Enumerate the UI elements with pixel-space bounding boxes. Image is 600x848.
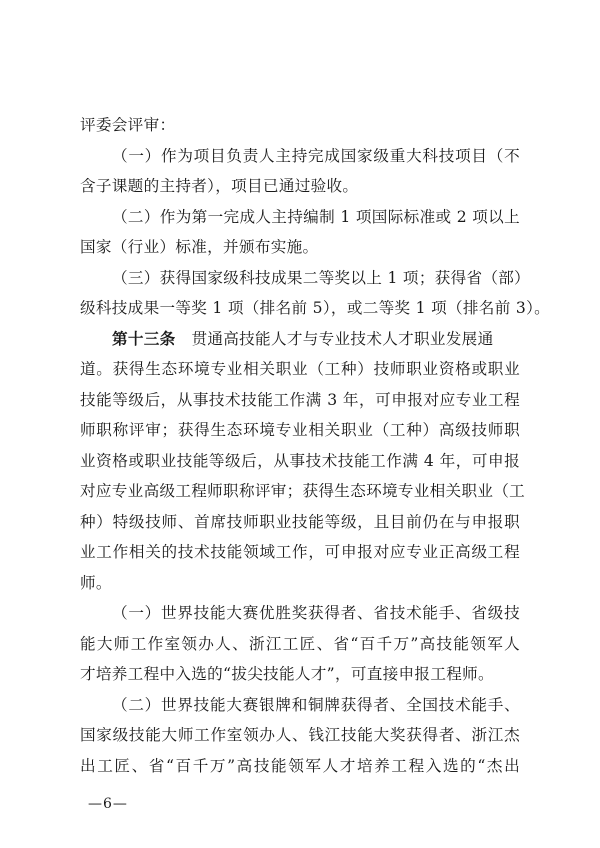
text-line: 种）特级技师、首席技师职业技能等级，且目前仍在与申报职 [80,512,520,531]
text-line: 师。 [80,573,112,592]
text-line: （一）作为项目负责人主持完成国家级重大科技项目（不 [112,146,520,165]
text-line: （二）世界技能大赛银牌和铜牌获得者、全国技术能手、 [112,695,520,714]
text-line: 道。获得生态环境专业相关职业（工种）技师职业资格或职业 [80,360,520,378]
article-line [80,324,520,355]
text-line: 出工匠、省“百千万”高技能领军人才培养工程入选的“杰出 [80,756,520,775]
page-number: —6— [88,796,128,812]
text-line: （三）获得国家级科技成果二等奖以上 1 项；获得省（部） [112,268,531,287]
text-line: 国家级技能大师工作室领办人、钱江技能大奖获得者、浙江杰 [80,726,520,744]
text-line: 技能等级后，从事技术技能工作满 3 年，可申报对应专业工程 [80,390,520,409]
text-line: 师职称评审；获得生态环境专业相关职业（工种）高级技师职 [80,421,520,439]
text-line: （二）作为第一完成人主持编制 1 项国际标准或 2 项以上 [112,207,520,226]
text-line: 才培养工程中入选的“拔尖技能人才”，可直接申报工程师。 [80,665,494,683]
text-line: 含子课题的主持者），项目已通过验收。 [80,177,359,195]
text-line: 业工作相关的技术技能领域工作，可申报对应专业正高级工程 [80,543,520,561]
article-text: 贯通高技能人才与专业技术人才职业发展通 [191,329,494,348]
text-line: 能大师工作室领办人、浙江工匠、省“百千万”高技能领军人 [80,634,520,653]
article-label: 第十三条 [112,328,176,348]
text-line: （一）世界技能大赛优胜奖获得者、省技术能手、省级技 [112,604,520,622]
text-line: 评委会评审： [80,116,176,134]
text-line: 级科技成果一等奖 1 项（排名前 5），或二等奖 1 项（排名前 3）。 [80,299,551,317]
text-line: 国家（行业）标准，并颁布实施。 [80,238,319,256]
body-text [80,110,551,781]
text-line: 业资格或职业技能等级后，从事技术技能工作满 4 年，可申报 [80,451,520,470]
text-line: 对应专业高级工程师职称评审；获得生态环境专业相关职业（工 [80,482,526,500]
